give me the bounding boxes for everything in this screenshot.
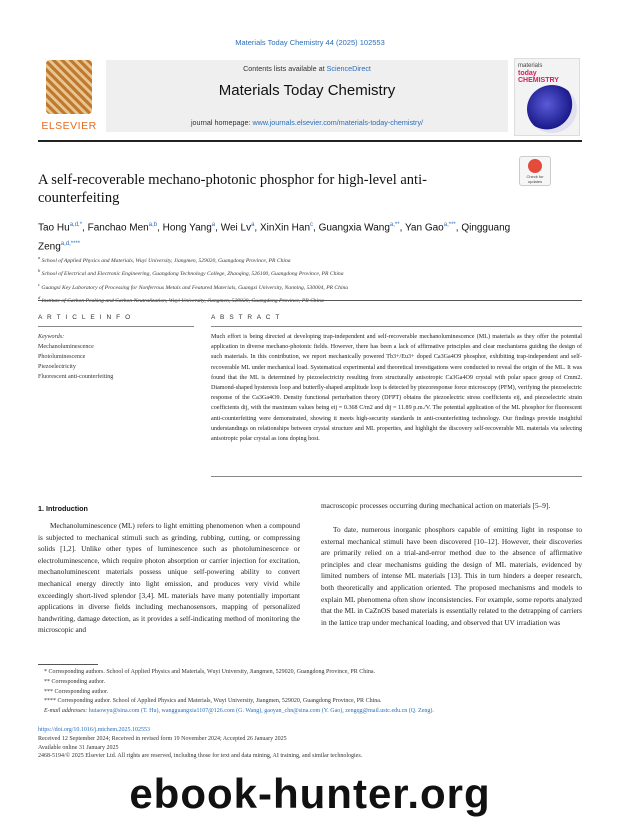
watermark: ebook-hunter.org — [129, 770, 491, 817]
affiliation-marker: a — [38, 255, 41, 260]
sciencedirect-link[interactable]: ScienceDirect — [326, 64, 371, 73]
author-affiliation-marker[interactable]: a,*** — [443, 222, 456, 228]
author-name[interactable]: XinXin Han — [259, 222, 311, 234]
abstract-heading: A B S T R A C T — [211, 314, 281, 321]
author-affiliation-marker[interactable]: a,b — [148, 222, 158, 228]
footnote: * Corresponding authors. School of Applied Physics and Materials, Wuyi University, Jiangmen, 529020, Guangdong Province, PR China. — [44, 669, 376, 675]
footnotes — [38, 668, 582, 717]
doi-link[interactable]: https://doi.org/10.1016/j.mtchem.2025.102553 — [38, 727, 151, 733]
affiliation-item — [38, 266, 582, 279]
received-dates: Received 12 September 2024; Received in revised form 19 November 2024; Accepted 26 January 2025 — [38, 735, 287, 742]
intro-column-1: Mechanoluminescence (ML) refers to light emitting phenomenon when a compound is subjected to mechanical stimuli such as grinding, rubbing, cutting, or compressing solids [1,2]. Unlike other types of luminescence such as photoluminescence or electroluminescence, which require photon absorption or carrier injection for excitation, mechanoluminescent materials possess unique self-powering ability to convert mechanical energy directly into light emission, and produces very vivid while exceedingly short-lived splendor [3,4]. ML materials have many potentially important applications in diverse fields including mechanosensors, mapping of personalized handwriting, damage detection, as it provides a self-indicating method of monitoring the microscopic and — [38, 521, 300, 635]
author-affiliation-marker[interactable]: a,d,**** — [60, 241, 81, 248]
keywords-block — [38, 332, 194, 382]
cover-art — [527, 85, 577, 133]
article-info-rule — [38, 326, 194, 327]
intro-column-2-top: macroscopic processes occurring during mechanical action on materials [5–9]. — [321, 501, 551, 510]
footnote: *** Corresponding author. — [44, 688, 109, 695]
check-updates-icon — [528, 159, 542, 173]
keywords-label: Keywords: — [38, 334, 65, 340]
author-affiliation-marker[interactable]: a — [211, 222, 216, 228]
elsevier-logo — [38, 58, 100, 134]
author-name[interactable]: Qingguang Zeng — [38, 222, 511, 253]
publisher-logo-text: ELSEVIER — [41, 120, 97, 132]
keyword-item: Mechanoluminescence — [38, 344, 94, 350]
journal-cover-image[interactable] — [514, 58, 580, 136]
homepage-link[interactable]: www.journals.elsevier.com/materials-today-chemistry/ — [252, 118, 424, 127]
author-name[interactable]: Hong Yang — [162, 222, 212, 234]
article-info-heading: A R T I C L E I N F O — [38, 314, 132, 321]
copyright: 2468-5194/© 2025 Elsevier Ltd. All rights are reserved, including those for text and data mining, AI training, and similar technologies. — [38, 753, 363, 760]
email-line — [38, 707, 582, 717]
homepage-line: journal homepage: www.journals.elsevier.com/materials-today-chemistry/ — [190, 118, 424, 127]
introduction-heading: 1. Introduction — [38, 504, 88, 513]
section-divider — [38, 300, 582, 301]
journal-title: Materials Today Chemistry — [218, 82, 396, 99]
author-affiliation-marker[interactable]: a,d,* — [69, 222, 83, 228]
author-affiliation-marker[interactable]: a,** — [389, 222, 400, 228]
affiliation-text: School of Electrical and Electronic Engineering, Guangdong Technology College, Zhaoqing, 526100, Guangdong Province, PR China — [40, 271, 344, 278]
keyword-item: Fluorescent anti-counterfeiting — [38, 374, 114, 380]
author-name[interactable]: Guangxia Wang — [318, 222, 390, 234]
journal-reference[interactable]: Materials Today Chemistry 44 (2025) 102553 — [235, 38, 385, 47]
keyword-item: Photoluminescence — [38, 354, 86, 360]
cover-line-2: today CHEMISTRY — [518, 70, 559, 84]
check-for-updates-button[interactable] — [519, 156, 551, 186]
abstract-text: Much effort is being directed at developing trap-independent and self-recoverable mechanoluminescence (ML) materials as they offer the potential application in diverse mechano-photonic fields. However, there has been a lack of affirmative principles and clear mechanisms guiding the design of such materials. In this contribution, we report mechanically powered Tb3+/Eu3+ doped Ca3Ga4O9 phosphor, exhibiting trap-independent and self-recoverable ML under mechanical load. Systematical experimental and theoretical investigations were conducted to reveal the origin of the ML. It was found that the ML is determined by piezoelectricity resulting from structurally anisotropic Ca3Ga4O9 crystal with polar space group of Cmm2. Diamond-shaped hysteresis loop and butterfly-shaped amplitude loop is detected by piezoresponse force microscopy (PFM), verifying the piezoelectric response of the Ca3Ga4O9. Density functional perturbation theory (DFPT) obtains the piezoelectric stress coefficients eij, and piezoelectric strain coefficients dij, with the maximum values being eij = 0.368 C/m2 and dij = 11.89 p.m./V. The potential application of the ML phosphor for fluorescent anti-counterfeiting were demonstrated, showing it meets high-security standards in anti-counterfeiting technology. Our findings provide insightful understandings on relationships between crystal structure and ML properties, and highlight the discovery self-recoverable ML materials via selecting anisotropic polar crystal as ions doping host. — [211, 334, 582, 443]
intro-column-2-body: To date, numerous inorganic phosphors capable of emitting light in response to external mechanical stimuli have been discovered [10–12]. However, their discoveries are primarily relied on a trial-and-error method due to the absence of affirmative principles and clear mechanisms guiding the design of ML materials, evidenced by limited numbers of intense ML materials [13]. This in turn hinders a deeper research, both theoretically and application oriented. The proposed mechanisms and models to explain ML phenomena often show inconsistencies. For example, some reports analyzed that the ML in CaZnOS based materials is essentially related to the detrapping of carriers in the lattice trap under mechanical loading, and observed that UV irradiation was — [321, 525, 582, 627]
affiliation-text: School of Applied Physics and Materials, Wuyi University, Jiangmen, 529020, Guangdong Province, PR China — [40, 257, 291, 264]
contents-line: Contents lists available at ScienceDirect — [243, 64, 371, 73]
author-name[interactable]: Yan Gao — [405, 222, 444, 234]
author-name[interactable]: Tao Hu — [38, 222, 70, 234]
footnote-rule — [38, 664, 98, 665]
affiliation-item — [38, 280, 582, 293]
journal-banner — [106, 60, 508, 132]
affiliations — [38, 253, 582, 306]
header-divider — [38, 140, 582, 142]
journal-header — [38, 58, 582, 136]
footnote: ** Corresponding author. — [44, 678, 106, 685]
affiliation-marker: d — [38, 295, 41, 301]
affiliation-marker: c — [38, 281, 40, 287]
footnote: **** Corresponding author. School of Applied Physics and Materials, Wuyi University, Jiangmen, 529020, Guangdong Province, PR China. — [44, 698, 382, 705]
check-updates-label: Check for updates — [526, 174, 544, 184]
affiliation-marker: b — [38, 268, 41, 274]
cover-line-1: materials — [518, 63, 543, 69]
author-name[interactable]: Wei Lv — [220, 222, 252, 234]
author-list: Tao $Hu^{a,d,*}$, Fanchao Men$^{a,b}$, Hong Yang$^a$, Wei Lv$^a$, XinXin Han$^c$, Guangxia Wang$^{a,**}$, Yan Gao$^{a,***}$, Qingguang Zeng$^{a,d,****}$ — [38, 222, 511, 253]
tree-logo-icon — [46, 60, 92, 114]
article-title: A self-recoverable mechano-photonic phosphor for high-level anti-counterfeiting — [38, 172, 427, 206]
keyword-item: Piezoelectricity — [38, 364, 76, 370]
email-label: E-mail addresses: — [44, 708, 88, 715]
abstract-rule — [211, 326, 582, 327]
abstract-bottom-rule — [211, 476, 582, 477]
article-meta — [38, 726, 582, 761]
affiliation-item — [38, 253, 582, 266]
affiliation-text: Guangxi Key Laboratory of Processing for Nonferrous Metals and Featured Materials, Guangxi University, Nanning, 530004, PR China — [40, 284, 349, 291]
author-affiliation-marker[interactable]: c — [310, 222, 314, 228]
author-name[interactable]: Fanchao Men — [87, 222, 149, 234]
available-online: Available online 31 January 2025 — [38, 744, 119, 751]
author-affiliation-marker[interactable]: a — [251, 222, 255, 228]
email-addresses[interactable]: hutaowyu@sina.com (T. Hu), wangguangxia1107@126.com (G. Wang), gaoyan_chn@sina.com (Y. Gao), zengqg@mail.ustc.edu.cn (Q. Zeng). — [88, 708, 434, 715]
